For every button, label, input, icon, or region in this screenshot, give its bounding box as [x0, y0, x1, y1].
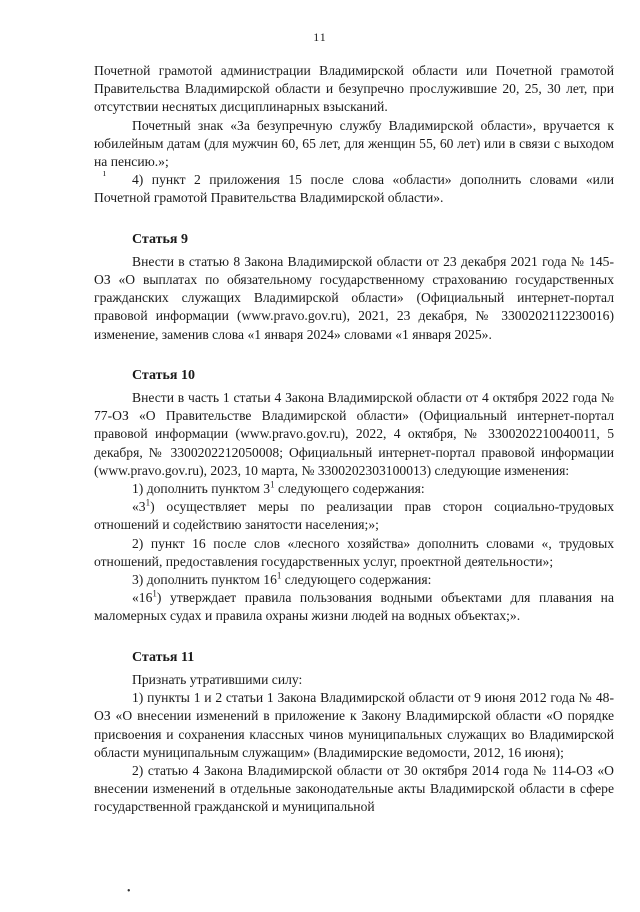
article-10-item-3: 3) дополнить пунктом $16^1$ следующего содержания:	[132, 570, 432, 588]
page-number: 11	[313, 30, 327, 44]
article-11-intro: Признать утратившими силу:	[132, 671, 303, 687]
article-9-heading: Статья 9	[132, 231, 188, 247]
article-11-item-2: 2) статью 4 Закона Владимирской области от 30 октября 2014 года № 114-ОЗ «О внесении изменений в отдельные законодательные акты Владимирской области в сфере государственной гражданской и муниципальной	[94, 762, 614, 815]
article-10-heading: Статья 10	[132, 367, 195, 383]
scan-speck: ı	[103, 168, 106, 179]
article-10-quote-3-1: «$3^1$) осуществляет меры по реализации прав сторон социально-трудовых отношений и содействию занятости населения;»;	[94, 497, 614, 533]
article-10-item-1: 1) дополнить пунктом $3^1$ следующего содержания:	[132, 479, 425, 497]
paragraph-continuation: Почетной грамотой администрации Владимирской области или Почетной грамотой Правительства Владимирской области и безупречно прослужившие 20, 25, 30 лет, при отсутствии неснятых дисциплинарных взысканий.	[94, 63, 614, 115]
article-11-heading: Статья 11	[132, 649, 195, 665]
article-10-quote-16-1: «$16^1$) утверждает правила пользования водными объектами для плавания на маломерных судах и правила охраны жизни людей на водных объектах;».	[94, 588, 614, 624]
article-10-item-2: 2) пункт 16 после слов «лесного хозяйства» дополнить словами «, трудовых отношений, предоставления государственных услуг, проектной деятельности»;	[94, 535, 614, 569]
article-9-text: Внести в статью 8 Закона Владимирской области от 23 декабря 2021 года № 145-ОЗ «О выплатах по обязательному государственному страхованию государственных гражданских служащих Владимирской области» (Официальный интернет-портал правовой информации (www.pravo.gov.ru), 2021, 23 декабря, № 3300202112230016) изменение, заменив слова «1 января 2024» словами «1 января 2025».	[94, 253, 614, 342]
article-10-intro: Внести в часть 1 статьи 4 Закона Владимирской области от 4 октября 2022 года № 77-ОЗ «О Правительстве Владимирской области» (Официальный интернет-портал правовой информации (www.pravo.gov.ru), 2022, 4 октября, № 3300202210040011, 5 декабря, № 3300202212050008; Официальный интернет-портал правовой информации (www.pravo.gov.ru), 2023, 10 марта, № 3300202303100013) следующие изменения:	[94, 390, 614, 478]
article-11-item-1: 1) пункты 1 и 2 статьи 1 Закона Владимирской области от 9 июня 2012 года № 48-ОЗ «О внесении изменений в приложение к Закону Владимирской области «О порядке присвоения и сохранения классных чинов муниципальных служащих во Владимирской области муниципальным служащим» (Владимирские ведомости, 2012, 16 июня);	[94, 690, 614, 760]
document-body	[94, 62, 614, 817]
paragraph-honor-badge: Почетный знак «За безупречную службу Владимирской области», вручается к юбилейным датам (для мужчин 60, 65 лет, для женщин 55, 60 лет) или в связи с выходом на пенсию.»;	[94, 117, 614, 170]
paragraph-item-4: 4) пункт 2 приложения 15 после слова «области» дополнить словами «или Почетной грамотой Правительства Владимирской области».	[94, 172, 614, 206]
scan-dot: •	[127, 886, 131, 897]
